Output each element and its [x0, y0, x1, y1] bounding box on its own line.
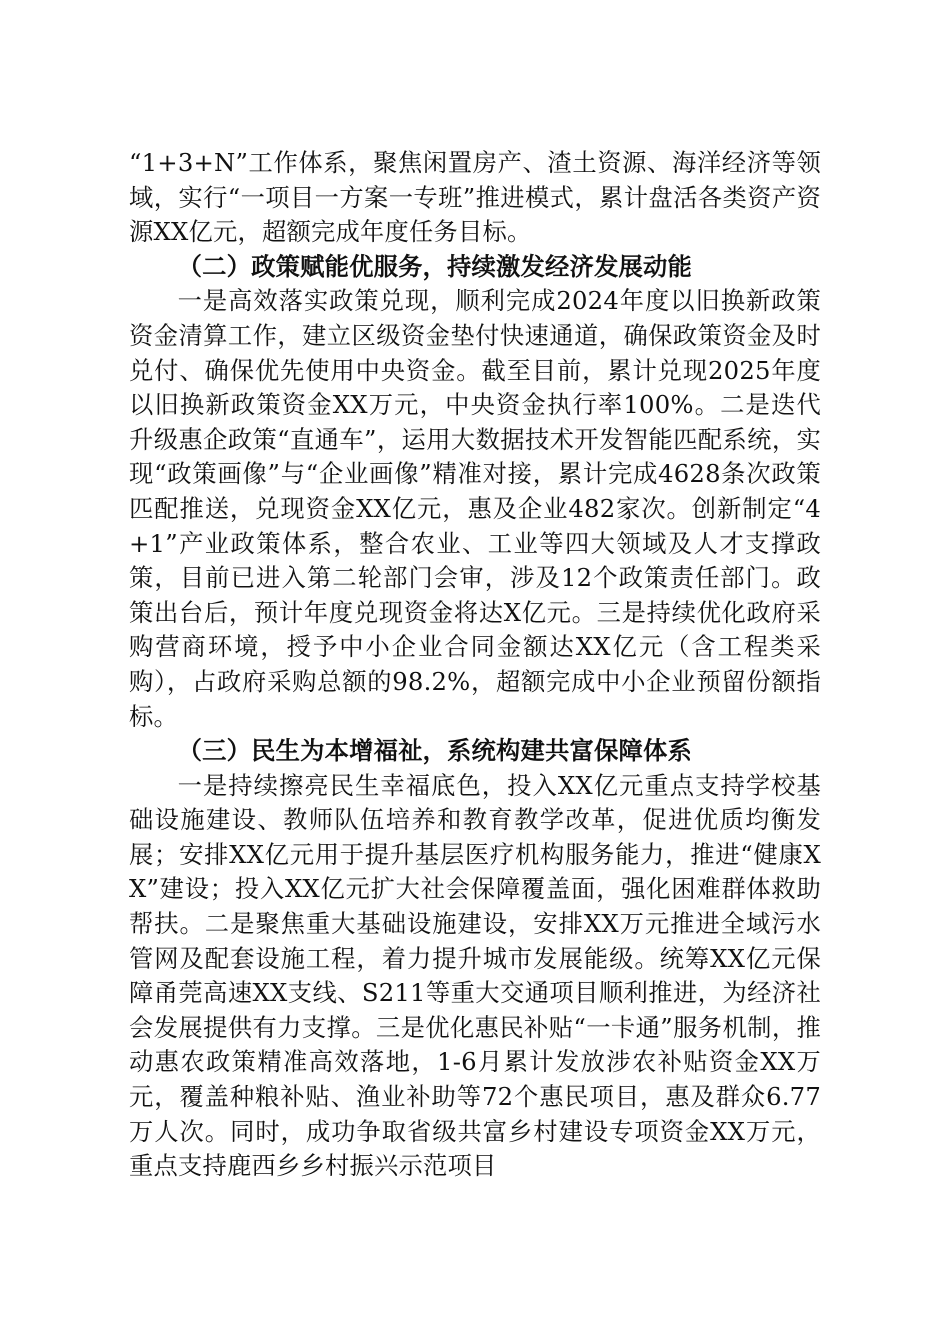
paragraph-continued: “1+3+N”工作体系，聚焦闲置房产、渣土资源、海洋经济等领域，实行“一项目一方案一专班”推进模式，累计盘活各类资产资源XX亿元，超额完成年度任务目标。 — [129, 148, 821, 247]
section-heading-2: （二）政策赋能优服务，持续激发经济发展动能 — [177, 251, 693, 281]
section-heading-3: （三）民生为本增福祉，系统构建共富保障体系 — [177, 736, 693, 766]
document-body — [129, 146, 821, 1184]
paragraph-policy: 一是高效落实政策兑现，顺利完成2024年度以旧换新政策资金清算工作，建立区级资金垫付快速通道，确保政策资金及时兑付、确保优先使用中央资金。截至目前，累计兑现2025年度以旧换新政策资金XX万元，中央资金执行率100%。二是迭代升级惠企政策“直通车”，运用大数据技术开发智能匹配系统，实现“政策画像”与“企业画像”精准对接，累计完成4628条次政策匹配推送，兑现资金XX亿元，惠及企业482家次。创新制定“4+1”产业政策体系，整合农业、工业等四大领域及人才支撑政策，目前已进入第二轮部门会审，涉及12个政策责任部门。政策出台后，预计年度兑现资金将达X亿元。三是持续优化政府采购营商环境，授予中小企业合同金额达XX亿元（含工程类采购），占政府采购总额的98.2%，超额完成中小企业预留份额指标。 — [129, 286, 821, 731]
paragraph-livelihood: 一是持续擦亮民生幸福底色，投入XX亿元重点支持学校基础设施建设、教师队伍培养和教育教学改革，促进优质均衡发展；安排XX亿元用于提升基层医疗机构服务能力，推进“健康XX”建设；投入XX亿元扩大社会保障覆盖面，强化困难群体救助帮扶。二是聚焦重大基础设施建设，安排XX万元推进全域污水管网及配套设施工程，着力提升城市发展能级。统筹XX亿元保障甬莞高速XX支线、S211等重大交通项目顺利推进，为经济社会发展提供有力支撑。三是优化惠民补贴“一卡通”服务机制，推动惠农政策精准高效落地，1-6月累计发放涉农补贴资金XX万元，覆盖种粮补贴、渔业补助等72个惠民项目，惠及群众6.77万人次。同时，成功争取省级共富乡村建设专项资金XX万元，重点支持鹿西乡乡村振兴示范项目 — [129, 770, 821, 1181]
